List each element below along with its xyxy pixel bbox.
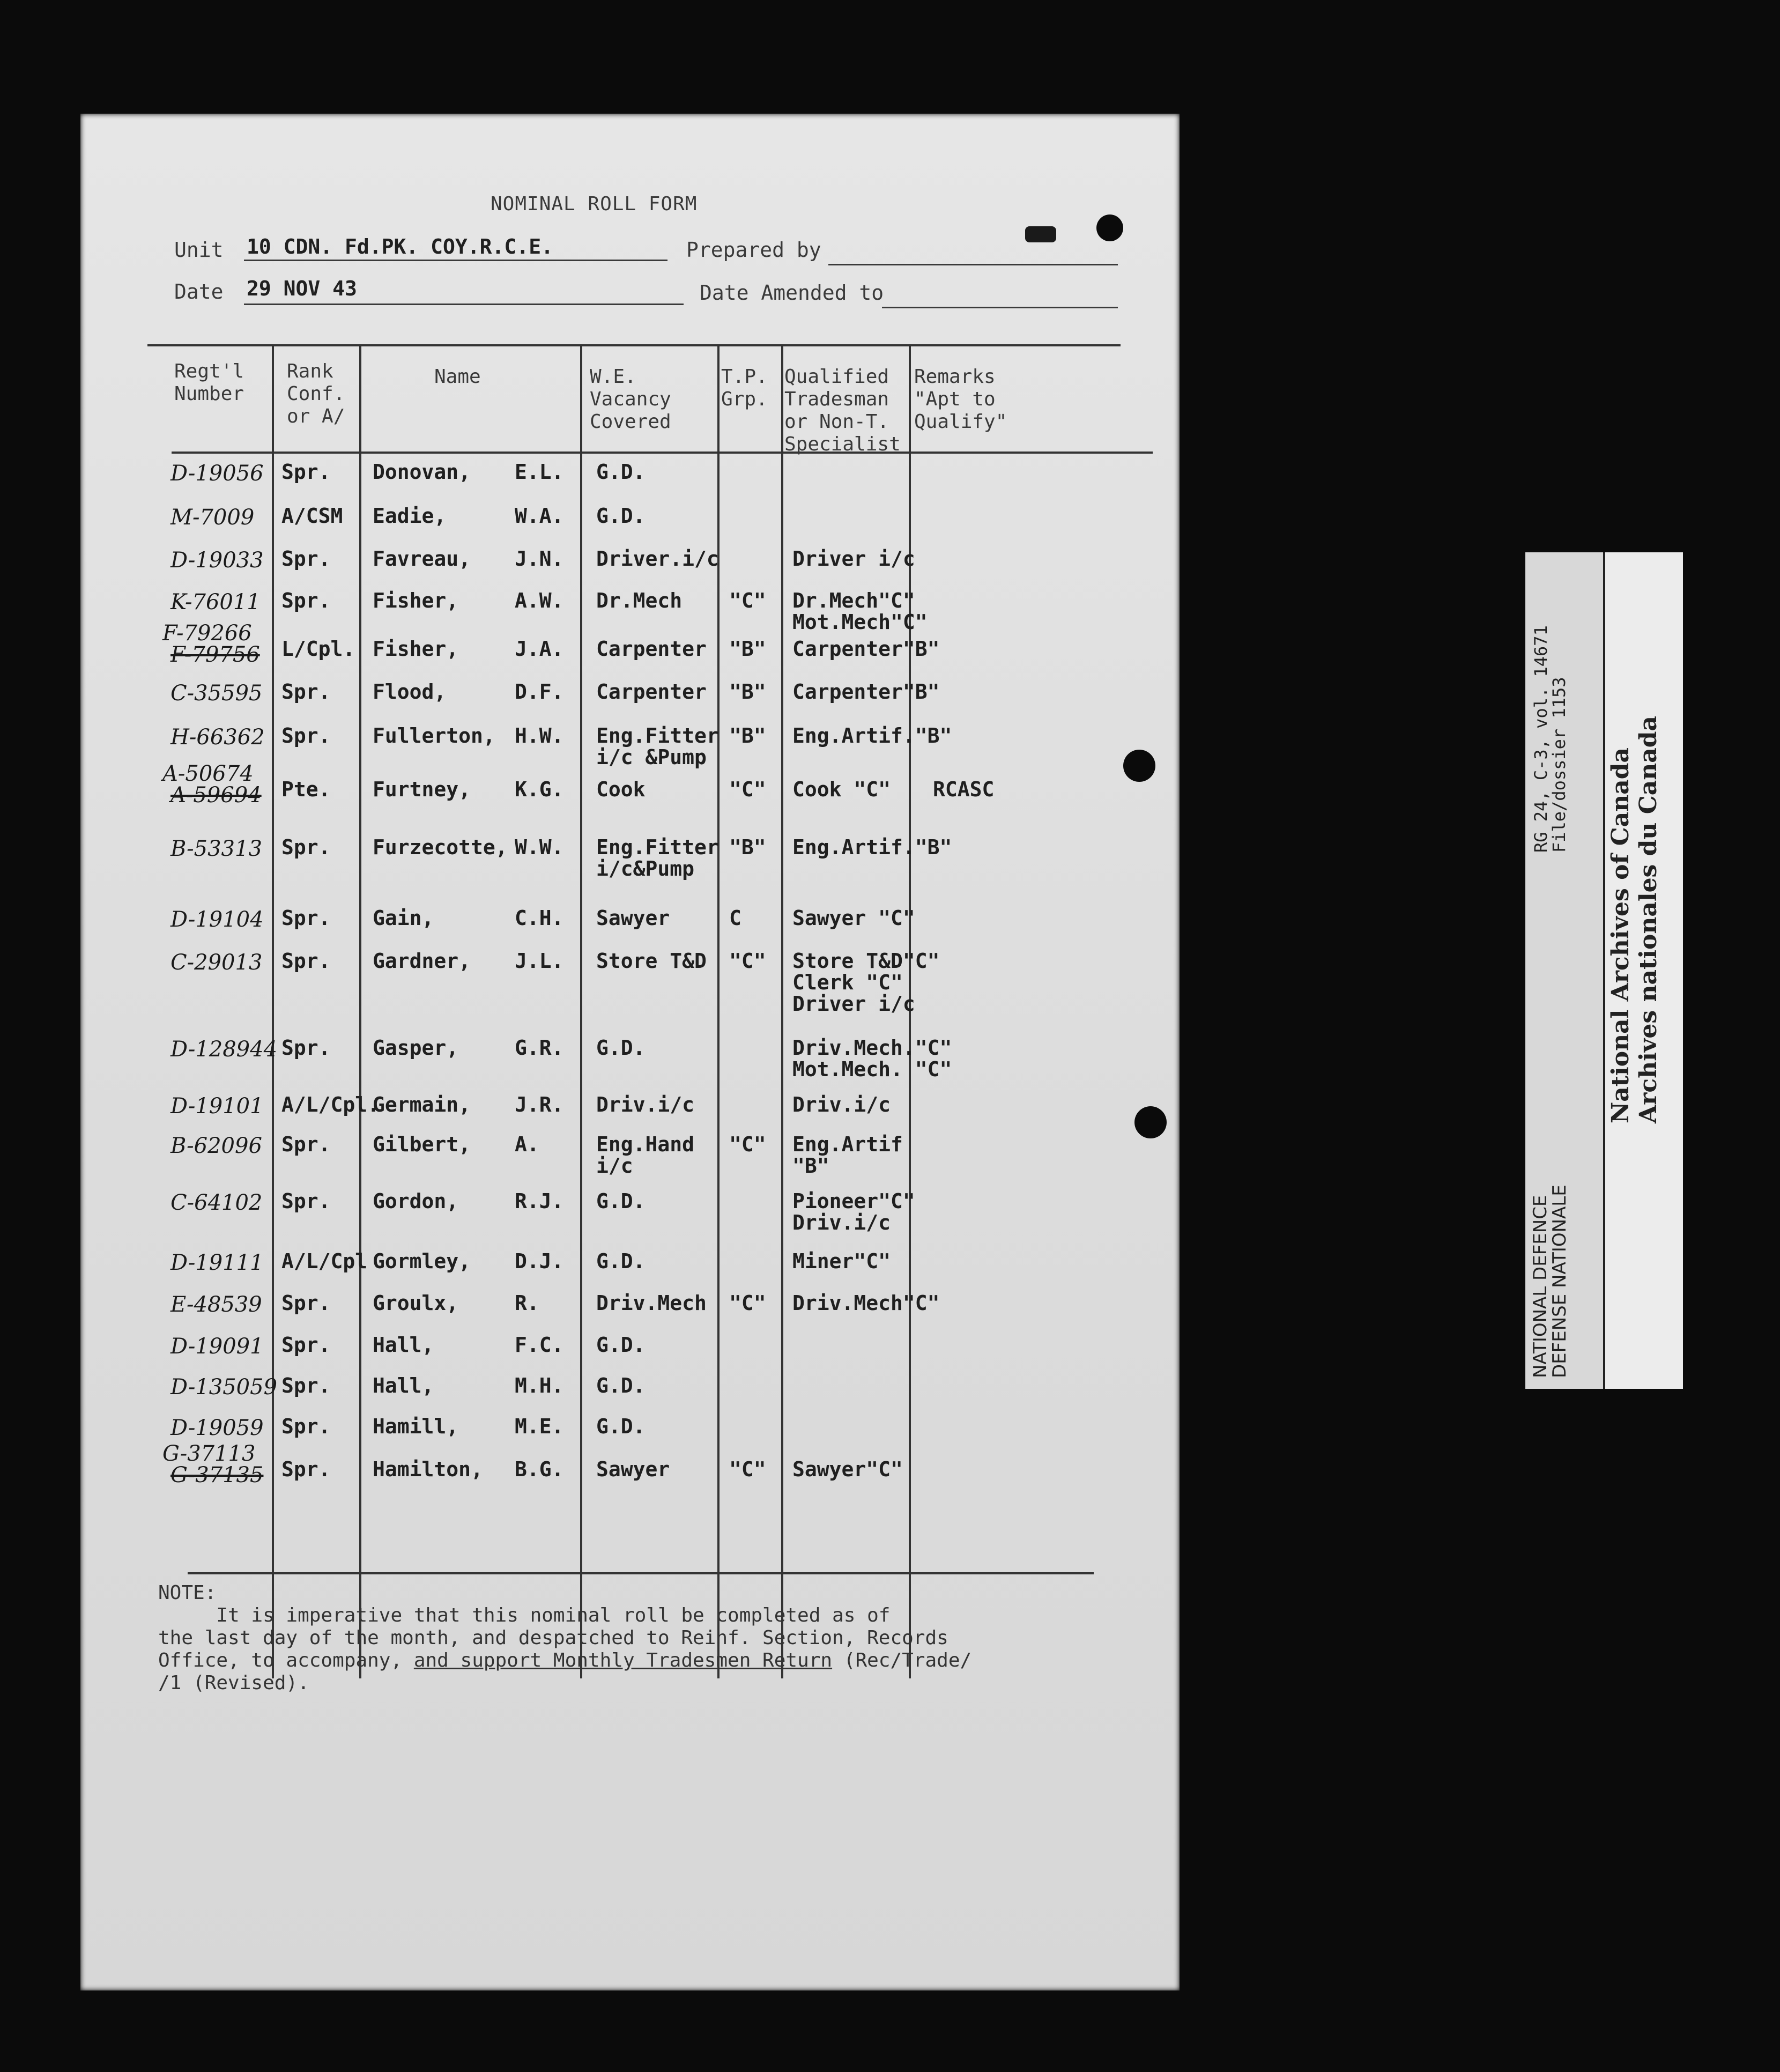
cell-rank: Spr. (281, 1291, 331, 1315)
punch-hole-bottom (1134, 1106, 1167, 1138)
cell-tp: "C" (729, 589, 766, 612)
cell-name: Germain, (373, 1093, 471, 1116)
unit-label: Unit (174, 238, 224, 262)
cell-qual: Sawyer"C" (792, 1457, 903, 1481)
cell-rank: Spr. (281, 547, 331, 571)
cell-we: Carpenter (596, 637, 707, 661)
cell-we: G.D. (596, 504, 646, 528)
cell-name: Furzecotte, (373, 835, 508, 859)
cell-num_struck: F-79756 (170, 642, 260, 667)
cell-name: Gain, (373, 906, 434, 930)
cell-rank: Pte. (281, 778, 331, 801)
cell-init: K.G. (515, 778, 564, 801)
cell-num: C-29013 (170, 950, 263, 975)
cell-we: G.D. (596, 1415, 646, 1438)
cell-qual: Cook "C" (792, 778, 891, 801)
date-amended-label: Date Amended to (700, 281, 884, 305)
cell-num: G-37113 (162, 1441, 256, 1466)
table-bottom-rule (188, 1572, 1094, 1574)
cell-name: Gordon, (373, 1189, 459, 1213)
cell-qual: Dr.Mech"C" Mot.Mech"C" (792, 589, 928, 634)
cell-rank: Spr. (281, 460, 331, 484)
cell-we: Driv.i/c (596, 1093, 695, 1116)
archive-ref-text: RG 24, C-3, vol. 14671 (1531, 625, 1551, 853)
cell-init: A.W. (515, 589, 564, 612)
cell-init: J.L. (515, 949, 564, 973)
cell-qual: Driv.Mech"C" (792, 1291, 940, 1315)
cell-name: Donovan, (373, 460, 471, 484)
punch-hole-top (1096, 214, 1123, 241)
cell-name: Hamilton, (373, 1457, 483, 1481)
cell-name: Gormley, (373, 1249, 471, 1273)
col-rule-4 (717, 344, 720, 1678)
form-sheet (80, 114, 1180, 1990)
archive-reference (1532, 625, 1568, 853)
cell-init: A. (515, 1133, 539, 1156)
cell-we: Carpenter (596, 680, 707, 704)
cell-qual: Eng.Artif."B" (792, 835, 952, 859)
cell-rank: Spr. (281, 906, 331, 930)
archive-stamp (1525, 552, 1681, 1389)
note-underlined-text: and support Monthly Tradesmen Return (413, 1649, 833, 1671)
table-header-rule (172, 452, 1153, 454)
cell-init: F.C. (515, 1333, 564, 1357)
cell-init: E.L. (515, 460, 564, 484)
cell-we: Driv.Mech (596, 1291, 707, 1315)
cell-rank: Spr. (281, 1189, 331, 1213)
cell-name: Hamill, (373, 1415, 459, 1438)
note-text (158, 1582, 1123, 1694)
cell-tp: "C" (729, 949, 766, 973)
unit-underline (244, 260, 668, 261)
cell-init: R. (515, 1291, 539, 1315)
cell-num: H-66362 (170, 725, 265, 750)
punch-hole-middle (1123, 750, 1155, 782)
cell-num: C-64102 (170, 1190, 263, 1215)
cell-rank: A/L/Cpl. (281, 1093, 380, 1116)
col-rule-2 (359, 344, 361, 1678)
cell-num: M-7009 (170, 505, 255, 530)
cell-rank: Spr. (281, 680, 331, 704)
date-amended-line (882, 307, 1118, 308)
cell-we: Cook (596, 778, 646, 801)
cell-qual: Miner"C" (792, 1249, 891, 1273)
cell-we: G.D. (596, 1374, 646, 1397)
cell-init: J.R. (515, 1093, 564, 1116)
cell-tp: C (729, 906, 741, 930)
cell-we: G.D. (596, 1249, 646, 1273)
cell-tp: "B" (729, 835, 766, 859)
dept-en-text: NATIONAL DEFENCE (1530, 1195, 1551, 1378)
unit-value: 10 CDN. Fd.PK. COY.R.C.E. (247, 235, 553, 258)
cell-name: Fullerton, (373, 724, 495, 748)
cell-we: G.D. (596, 460, 646, 484)
cell-init: G.R. (515, 1036, 564, 1060)
cell-rank: Spr. (281, 1457, 331, 1481)
dept-fr-text: DEFENSE NATIONALE (1549, 1185, 1570, 1378)
col-header-rank: Rank Conf. or A/ (287, 360, 345, 427)
cell-tp: "B" (729, 680, 766, 704)
cell-init: D.F. (515, 680, 564, 704)
cell-rank: Spr. (281, 1415, 331, 1438)
cell-rank: Spr. (281, 1333, 331, 1357)
cell-name: Fisher, (373, 589, 459, 612)
cell-we: Eng.Hand i/c (596, 1133, 695, 1178)
archives-en-text: National Archives of Canada (1607, 747, 1634, 1123)
cell-qual: Carpenter"B" (792, 637, 940, 661)
prepared-by-line (828, 264, 1118, 265)
cell-qual: Driver i/c (792, 547, 915, 571)
cell-we: Driver.i/c (596, 547, 719, 571)
date-label: Date (174, 280, 224, 304)
cell-rank: Spr. (281, 1133, 331, 1156)
cell-tp: "C" (729, 778, 766, 801)
prepared-by-label: Prepared by (686, 238, 821, 262)
cell-we: G.D. (596, 1189, 646, 1213)
col-rule-3 (580, 344, 582, 1678)
cell-name: Fisher, (373, 637, 459, 661)
cell-qual: Store T&D"C" Clerk "C" Driver i/c (792, 949, 940, 1016)
cell-we: Store T&D (596, 949, 707, 973)
cell-init: J.A. (515, 637, 564, 661)
cell-num: D-19056 (170, 461, 264, 486)
cell-num: E-48539 (170, 1292, 262, 1317)
cell-init: M.E. (515, 1415, 564, 1438)
col-header-name: Name (434, 366, 481, 388)
col-header-qualified: Qualified Tradesman or Non-T. Specialist (784, 366, 901, 455)
cell-num_struck: A-59694 (170, 783, 262, 808)
cell-num: D-19104 (170, 907, 264, 932)
cell-num: B-53313 (170, 837, 262, 861)
cell-num: D-19033 (170, 548, 264, 573)
cell-init: J.N. (515, 547, 564, 571)
col-header-remarks: Remarks "Apt to Qualify" (914, 366, 1007, 433)
cell-num: D-128944 (170, 1037, 278, 1062)
col-header-we-vacancy: W.E. Vacancy Covered (590, 366, 671, 433)
cell-we: Dr.Mech (596, 589, 683, 612)
cell-init: D.J. (515, 1249, 564, 1273)
cell-we: G.D. (596, 1036, 646, 1060)
cell-tp: "B" (729, 637, 766, 661)
cell-rank: A/L/Cpl (281, 1249, 368, 1273)
cell-name: Gilbert, (373, 1133, 471, 1156)
cell-rank: A/CSM (281, 504, 343, 528)
cell-qual: Pioneer"C" Driv.i/c (792, 1189, 915, 1234)
cell-num: C-35595 (170, 681, 263, 706)
cell-num: K-76011 (170, 590, 261, 615)
cell-we: Eng.Fitter i/c &Pump (596, 724, 719, 769)
cell-name: Hall, (373, 1374, 434, 1397)
cell-init: H.W. (515, 724, 564, 748)
cell-init: C.H. (515, 906, 564, 930)
cell-rank: Spr. (281, 724, 331, 748)
cell-we: Sawyer (596, 1457, 670, 1481)
cell-init: B.G. (515, 1457, 564, 1481)
cell-num: F-79266 (162, 621, 252, 646)
cell-num: D-19101 (170, 1094, 264, 1119)
cell-tp: "B" (729, 724, 766, 748)
note-body-2: (Rec/Trade/ /1 (Revised). (158, 1649, 972, 1694)
cell-rank: Spr. (281, 1036, 331, 1060)
cell-name: Favreau, (373, 547, 471, 571)
archives-fr-text: Archives nationales du Canada (1635, 715, 1662, 1123)
ink-smudge (1025, 226, 1056, 242)
date-underline (244, 304, 684, 305)
cell-name: Furtney, (373, 778, 471, 801)
cell-name: Hall, (373, 1333, 434, 1357)
cell-num: D-135059 (170, 1375, 278, 1400)
cell-we: G.D. (596, 1333, 646, 1357)
cell-tp: "C" (729, 1457, 766, 1481)
cell-num_struck: G-37135 (170, 1463, 264, 1488)
note-label: NOTE: (158, 1582, 217, 1604)
archive-file-text: File/dossier 1153 (1549, 677, 1569, 853)
col-header-tp-grp: T.P. Grp. (721, 366, 768, 410)
cell-name: Flood, (373, 680, 447, 704)
cell-rank: Spr. (281, 949, 331, 973)
cell-init: W.A. (515, 504, 564, 528)
table-top-rule (147, 344, 1121, 346)
cell-tp: "C" (729, 1291, 766, 1315)
cell-num: D-19111 (170, 1250, 264, 1275)
cell-name: Gasper, (373, 1036, 459, 1060)
col-rule-1 (272, 344, 274, 1678)
cell-name: Groulx, (373, 1291, 459, 1315)
cell-tp: "C" (729, 1133, 766, 1156)
cell-num: D-19059 (170, 1416, 264, 1440)
cell-qual: Carpenter"B" (792, 680, 940, 704)
cell-name: Gardner, (373, 949, 471, 973)
cell-name: Eadie, (373, 504, 447, 528)
cell-rank: L/Cpl. (281, 637, 355, 661)
cell-rank: Spr. (281, 1374, 331, 1397)
cell-rank: Spr. (281, 589, 331, 612)
cell-num: D-19091 (170, 1334, 264, 1359)
cell-qual: Eng.Artif "B" (792, 1133, 903, 1178)
form-title: NOMINAL ROLL FORM (491, 193, 698, 215)
cell-qual: Driv.Mech."C" Mot.Mech. "C" (792, 1036, 952, 1081)
cell-qual: Driv.i/c (792, 1093, 891, 1116)
department-label (1531, 1185, 1569, 1378)
col-rule-5 (781, 344, 783, 1678)
note-body-1: It is imperative that this nominal roll be completed as of the last day of the month, and despatched to Reinf. Section, Records Office, to accompany, (158, 1604, 948, 1671)
cell-qual: Eng.Artif."B" (792, 724, 952, 748)
cell-num: B-62096 (170, 1134, 262, 1158)
date-value: 29 NOV 43 (247, 277, 357, 300)
cell-rank: Spr. (281, 835, 331, 859)
archives-name (1607, 716, 1663, 1123)
cell-num: A-50674 (162, 761, 254, 786)
cell-init: M.H. (515, 1374, 564, 1397)
cell-rem: RCASC (933, 778, 995, 801)
cell-we: Eng.Fitter i/c&Pump (596, 835, 719, 880)
cell-qual: Sawyer "C" (792, 906, 915, 930)
cell-init: W.W. (515, 835, 564, 859)
col-header-regtl-number: Regt'l Number (174, 360, 244, 405)
cell-we: Sawyer (596, 906, 670, 930)
cell-init: R.J. (515, 1189, 564, 1213)
